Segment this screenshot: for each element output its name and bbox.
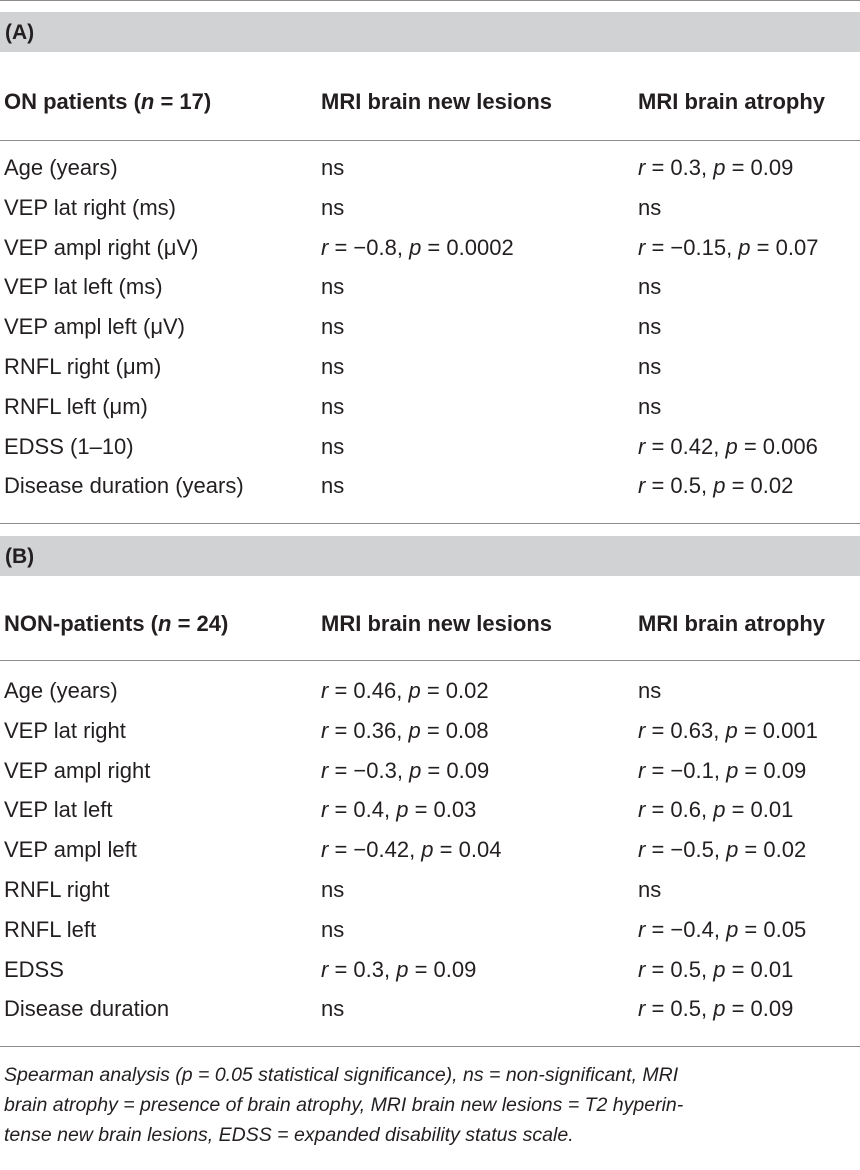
panel-a-header-rule xyxy=(0,140,860,141)
table-row xyxy=(0,228,860,268)
panel-a-bottom-rule xyxy=(0,523,860,524)
atrophy-value: r = −0.5, p = 0.02 xyxy=(638,837,807,863)
atrophy-value: r = −0.15, p = 0.07 xyxy=(638,234,819,260)
table-row xyxy=(0,466,860,506)
row-label: RNFL right (μm) xyxy=(4,354,162,379)
atrophy-value: ns xyxy=(638,314,662,340)
panel-a-band xyxy=(0,12,860,52)
table-row xyxy=(0,427,860,467)
new-lesions-value: ns xyxy=(321,155,345,180)
footnote-line: brain atrophy = presence of brain atrophy, MRI brain new lesions = T2 hyperin- xyxy=(4,1094,684,1116)
new-lesions-value: ns xyxy=(321,354,345,379)
row-label: VEP ampl left xyxy=(4,837,137,863)
new-lesions-value: ns xyxy=(321,996,345,1022)
row-label: Age (years) xyxy=(4,155,118,180)
new-lesions-value: ns xyxy=(321,274,345,300)
footnote-line: tense new brain lesions, EDSS = expanded disability status scale. xyxy=(4,1124,574,1146)
panel-a-label: (A) xyxy=(5,21,35,44)
panel-b-header-col2: MRI brain new lesions xyxy=(321,611,553,636)
row-label: VEP lat right (ms) xyxy=(4,194,176,220)
atrophy-value: r = 0.5, p = 0.01 xyxy=(638,956,794,982)
table-row xyxy=(0,671,860,711)
new-lesions-value: ns xyxy=(321,393,345,419)
panel-b-header-col3: MRI brain atrophy xyxy=(638,611,826,636)
new-lesions-value: r = 0.3, p = 0.09 xyxy=(321,956,477,982)
table-row xyxy=(0,790,860,830)
new-lesions-value: r = −0.3, p = 0.09 xyxy=(321,757,490,783)
new-lesions-value: ns xyxy=(321,473,345,499)
new-lesions-value: r = 0.4, p = 0.03 xyxy=(321,797,477,823)
table-row xyxy=(0,267,860,307)
table-row xyxy=(0,989,860,1029)
panel-a-header-row xyxy=(0,82,860,122)
row-label: RNFL left xyxy=(4,916,97,942)
atrophy-value: r = 0.5, p = 0.09 xyxy=(638,996,794,1022)
row-label: EDSS (1–10) xyxy=(4,433,134,459)
panel-b-label: (B) xyxy=(5,545,35,568)
row-label: VEP lat left xyxy=(4,797,113,823)
table-row xyxy=(0,307,860,347)
new-lesions-value: r = −0.42, p = 0.04 xyxy=(321,837,502,863)
new-lesions-value: r = 0.46, p = 0.02 xyxy=(321,678,489,703)
new-lesions-value: ns xyxy=(321,314,345,340)
new-lesions-value: r = 0.36, p = 0.08 xyxy=(321,717,489,743)
atrophy-value: r = −0.4, p = 0.05 xyxy=(638,916,807,942)
table-row xyxy=(0,347,860,387)
row-label: EDSS xyxy=(4,956,64,982)
table-row xyxy=(0,148,860,188)
atrophy-value: ns xyxy=(638,354,662,379)
table-row xyxy=(0,830,860,870)
atrophy-value: ns xyxy=(638,194,662,220)
table-row xyxy=(0,910,860,950)
atrophy-value: r = 0.63, p = 0.001 xyxy=(638,717,818,743)
panel-b-header-col1: NON-patients (n = 24) xyxy=(4,611,229,636)
atrophy-value: ns xyxy=(638,877,662,902)
new-lesions-value: ns xyxy=(321,877,345,902)
top-rule xyxy=(0,0,860,1)
panel-a-header-col1: ON patients (n = 17) xyxy=(4,89,212,114)
panel-a-header-col2: MRI brain new lesions xyxy=(321,89,553,114)
table-footnote xyxy=(4,1060,856,1150)
new-lesions-value: ns xyxy=(321,916,345,942)
table-row xyxy=(0,870,860,910)
atrophy-value: ns xyxy=(638,678,662,703)
row-label: VEP ampl right xyxy=(4,757,151,783)
atrophy-value: ns xyxy=(638,274,662,300)
table-row xyxy=(0,711,860,751)
atrophy-value: r = 0.3, p = 0.09 xyxy=(638,155,794,180)
table-row xyxy=(0,751,860,791)
table-row xyxy=(0,387,860,427)
row-label: Disease duration (years) xyxy=(4,473,244,499)
table-row xyxy=(0,950,860,990)
row-label: VEP lat left (ms) xyxy=(4,274,163,300)
atrophy-value: r = 0.5, p = 0.02 xyxy=(638,473,794,499)
atrophy-value: ns xyxy=(638,393,662,419)
row-label: Disease duration xyxy=(4,996,170,1022)
panel-b-header-rule xyxy=(0,660,860,661)
atrophy-value: r = 0.6, p = 0.01 xyxy=(638,797,794,823)
panel-a-header-col3: MRI brain atrophy xyxy=(638,89,826,114)
panel-b-header-row xyxy=(0,604,860,644)
row-label: Age (years) xyxy=(4,678,118,703)
atrophy-value: r = −0.1, p = 0.09 xyxy=(638,757,807,783)
row-label: VEP lat right xyxy=(4,717,126,743)
panel-b-band xyxy=(0,536,860,576)
row-label: VEP ampl right (μV) xyxy=(4,234,199,260)
table-row xyxy=(0,188,860,228)
row-label: RNFL left (μm) xyxy=(4,393,148,419)
panel-b-bottom-rule xyxy=(0,1046,860,1047)
new-lesions-value: ns xyxy=(321,433,345,459)
new-lesions-value: r = −0.8, p = 0.0002 xyxy=(321,234,514,260)
row-label: VEP ampl left (μV) xyxy=(4,314,185,340)
new-lesions-value: ns xyxy=(321,194,345,220)
row-label: RNFL right xyxy=(4,877,110,902)
footnote-line: Spearman analysis (p = 0.05 statistical significance), ns = non-significant, MRI xyxy=(4,1064,679,1086)
atrophy-value: r = 0.42, p = 0.006 xyxy=(638,433,818,459)
